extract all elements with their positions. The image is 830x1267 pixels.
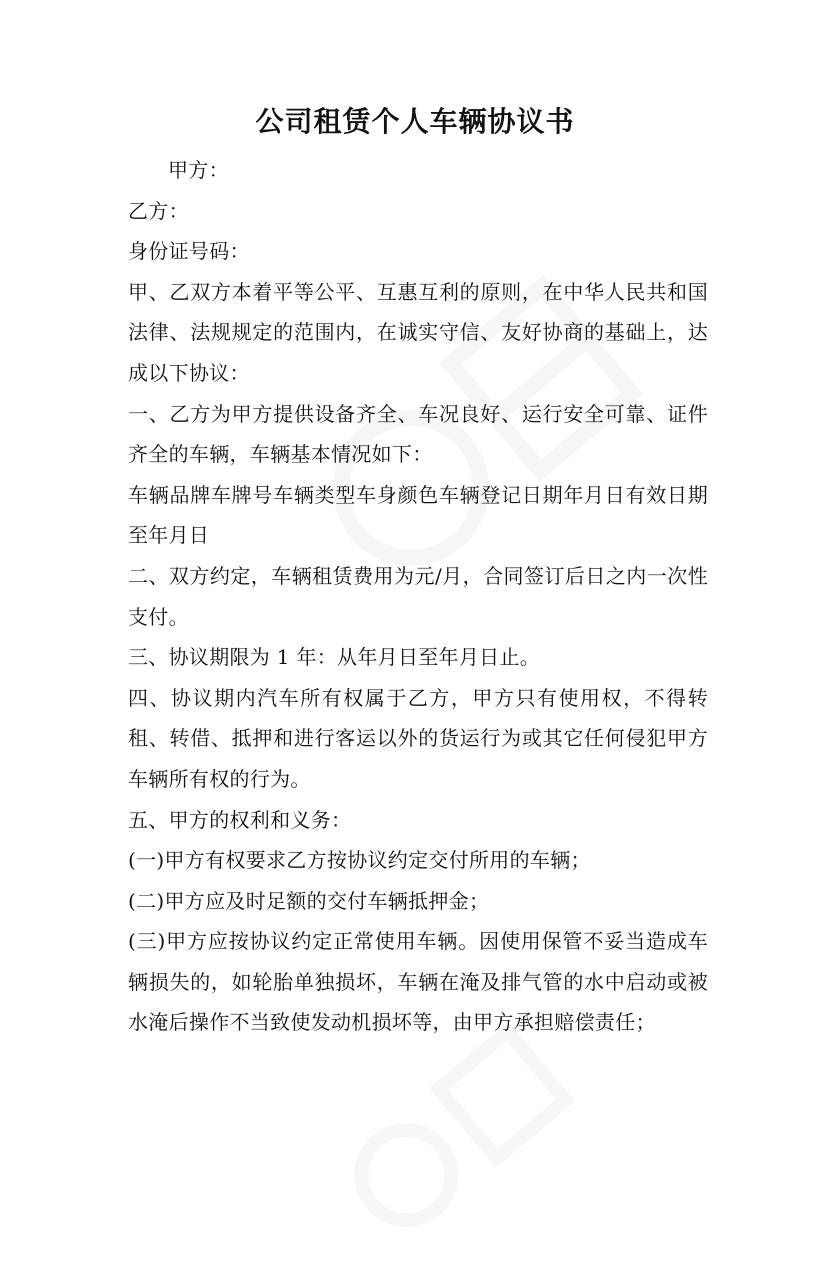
clause-2: 二、双方约定，车辆租赁费用为元/月，合同签订后日之内一次性支付。 xyxy=(128,563,708,629)
id-number-line: 身份证号码： xyxy=(128,239,250,264)
clause-5-item-3: (三)甲方应按协议约定正常使用车辆。因使用保管不妥当造成车辆损失的，如轮胎单独损坏，车辆在淹及排气管的水中启动或被水淹后操作不当致使发动机损坏等，由甲方承担赔偿责任； xyxy=(128,929,708,1035)
vehicle-info-line: 车辆品牌车牌号车辆类型车身颜色车辆登记日期年月日有效日期至年月日 xyxy=(128,482,708,548)
clause-1: 一、乙方为甲方提供设备齐全、车况良好、运行安全可靠、证件齐全的车辆，车辆基本情况如下： xyxy=(128,401,708,467)
document-title: 公司租赁个人车辆协议书 xyxy=(255,105,575,138)
party-a-line: 甲方： xyxy=(168,158,229,182)
clause-4: 四、协议期内汽车所有权属于乙方，甲方只有使用权，不得转租、转借、抵押和进行客运以外的货运行为或其它任何侵犯甲方车辆所有权的行为。 xyxy=(128,685,708,791)
clause-5-heading: 五、甲方的权利和义务： xyxy=(128,807,352,832)
clause-5-item-1: (一)甲方有权要求乙方按协议约定交付所用的车辆； xyxy=(128,848,591,873)
clause-3: 三、协议期限为 1 年：从年月日至年月日止。 xyxy=(128,645,541,670)
preamble-paragraph: 甲、乙双方本着平等公平、互惠互利的原则，在中华人民共和国法律、法规规定的范围内，在诚实守信、友好协商的基础上，达成以下协议： xyxy=(128,279,708,385)
document-body xyxy=(128,150,708,1043)
clause-5-item-2: (二)甲方应及时足额的交付车辆抵押金； xyxy=(128,888,490,913)
party-b-line: 乙方： xyxy=(128,198,189,223)
